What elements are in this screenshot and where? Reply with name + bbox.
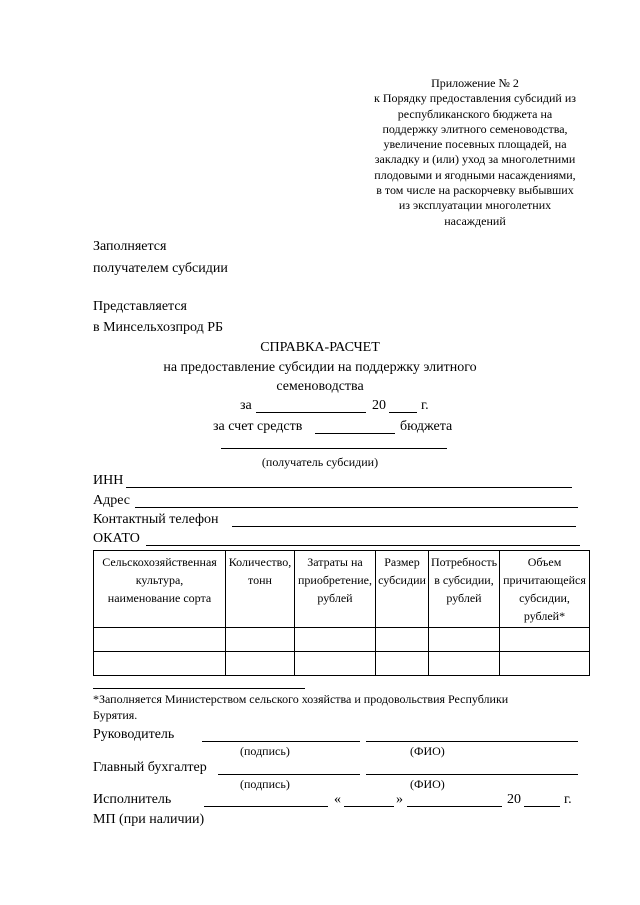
date-year-prefix: 20 xyxy=(507,792,521,807)
document-title: СПРАВКА-РАСЧЕТ xyxy=(260,340,380,355)
okato-blank[interactable] xyxy=(146,545,580,546)
period-prefix: за xyxy=(240,398,252,413)
recipient-blank[interactable] xyxy=(221,448,447,449)
footnote-divider xyxy=(93,688,305,689)
table-cell[interactable] xyxy=(500,628,590,652)
period-year-prefix: 20 xyxy=(372,398,386,413)
head-name-caption: (ФИО) xyxy=(410,744,445,758)
executor-label: Исполнитель xyxy=(93,792,172,807)
appendix-line: в том числе на раскорчевку выбывших xyxy=(376,183,574,198)
table-cell[interactable] xyxy=(226,652,295,676)
table-cell[interactable] xyxy=(429,628,500,652)
period-month-blank[interactable] xyxy=(256,412,366,413)
footnote-line-2: Бурятия. xyxy=(93,708,138,722)
table-cell[interactable] xyxy=(295,652,376,676)
accountant-name-caption: (ФИО) xyxy=(410,777,445,791)
footnote-line-1: *Заполняется Министерством сельского хозяйства и продовольствия Республики xyxy=(93,692,509,706)
header-subsidy-need: Потребность в субсидии, рублей xyxy=(429,551,500,628)
table-cell[interactable] xyxy=(376,652,429,676)
date-year-blank[interactable] xyxy=(524,806,560,807)
filled-by-line-1: Заполняется xyxy=(93,239,167,254)
executor-signature-blank[interactable] xyxy=(204,806,328,807)
filled-by-line-2: получателем субсидии xyxy=(93,261,228,276)
calculation-table xyxy=(93,550,590,676)
head-label: Руководитель xyxy=(93,727,175,742)
header-quantity: Количество, тонн xyxy=(226,551,295,628)
recipient-caption: (получатель субсидии) xyxy=(261,455,379,469)
phone-label: Контактный телефон xyxy=(93,512,219,527)
funds-suffix: бюджета xyxy=(400,419,453,434)
table-cell[interactable] xyxy=(376,628,429,652)
date-month-blank[interactable] xyxy=(407,806,502,807)
inn-blank[interactable] xyxy=(126,487,572,488)
table-cell[interactable] xyxy=(226,628,295,652)
period-year-suffix: г. xyxy=(421,398,429,413)
date-day-blank[interactable] xyxy=(344,806,394,807)
okato-label: ОКАТО xyxy=(93,531,140,546)
appendix-line: Приложение № 2 xyxy=(431,76,519,90)
stamp-label: МП (при наличии) xyxy=(93,812,205,827)
head-name-blank[interactable] xyxy=(366,741,578,742)
phone-blank[interactable] xyxy=(232,526,576,527)
document-subtitle-2: семеноводства xyxy=(276,379,364,394)
date-close-quote: » xyxy=(396,792,403,807)
submitted-to-line-2: в Минсельхозпрод РБ xyxy=(93,320,224,335)
inn-label: ИНН xyxy=(93,473,124,488)
table-row xyxy=(94,652,590,676)
header-costs: Затраты на приобретение, рублей xyxy=(295,551,376,628)
appendix-line: к Порядку предоставления субсидий из xyxy=(374,91,576,106)
head-signature-caption: (подпись) xyxy=(240,744,290,758)
table-header-row xyxy=(94,551,590,628)
table-cell[interactable] xyxy=(500,652,590,676)
appendix-line: увеличение посевных площадей, на xyxy=(383,137,567,152)
header-crop: Сельскохозяйственная культура, наименование сорта xyxy=(94,551,226,628)
submitted-to-line-1: Представляется xyxy=(93,299,187,314)
table-cell[interactable] xyxy=(94,628,226,652)
header-subsidy-size: Размер субсидии xyxy=(376,551,429,628)
table-row xyxy=(94,628,590,652)
accountant-label: Главный бухгалтер xyxy=(93,760,207,775)
accountant-signature-caption: (подпись) xyxy=(240,777,290,791)
appendix-note xyxy=(345,76,605,229)
period-year-blank[interactable] xyxy=(389,412,417,413)
table-cell[interactable] xyxy=(429,652,500,676)
funds-budget-blank[interactable] xyxy=(315,433,395,434)
date-open-quote: « xyxy=(334,792,341,807)
address-label: Адрес xyxy=(93,493,131,508)
address-blank[interactable] xyxy=(135,507,578,508)
header-subsidy-volume: Объем причитающейся субсидии, рублей* xyxy=(500,551,590,628)
head-signature-blank[interactable] xyxy=(202,741,360,742)
appendix-line: плодовыми и ягодными насаждениями, xyxy=(374,167,576,182)
accountant-name-blank[interactable] xyxy=(366,774,578,775)
appendix-line: республиканского бюджета на xyxy=(397,106,553,121)
appendix-line: насаждений xyxy=(444,213,506,228)
funds-prefix: за счет средств xyxy=(213,419,303,434)
appendix-line: закладку и (или) уход за многолетними xyxy=(374,152,576,167)
appendix-line: из эксплуатации многолетних xyxy=(398,198,552,213)
date-year-suffix: г. xyxy=(564,792,572,807)
document-subtitle-1: на предоставление субсидии на поддержку элитного xyxy=(163,360,477,375)
table-cell[interactable] xyxy=(295,628,376,652)
table-cell[interactable] xyxy=(94,652,226,676)
appendix-line: поддержку элитного семеноводства, xyxy=(382,121,568,136)
accountant-signature-blank[interactable] xyxy=(218,774,360,775)
